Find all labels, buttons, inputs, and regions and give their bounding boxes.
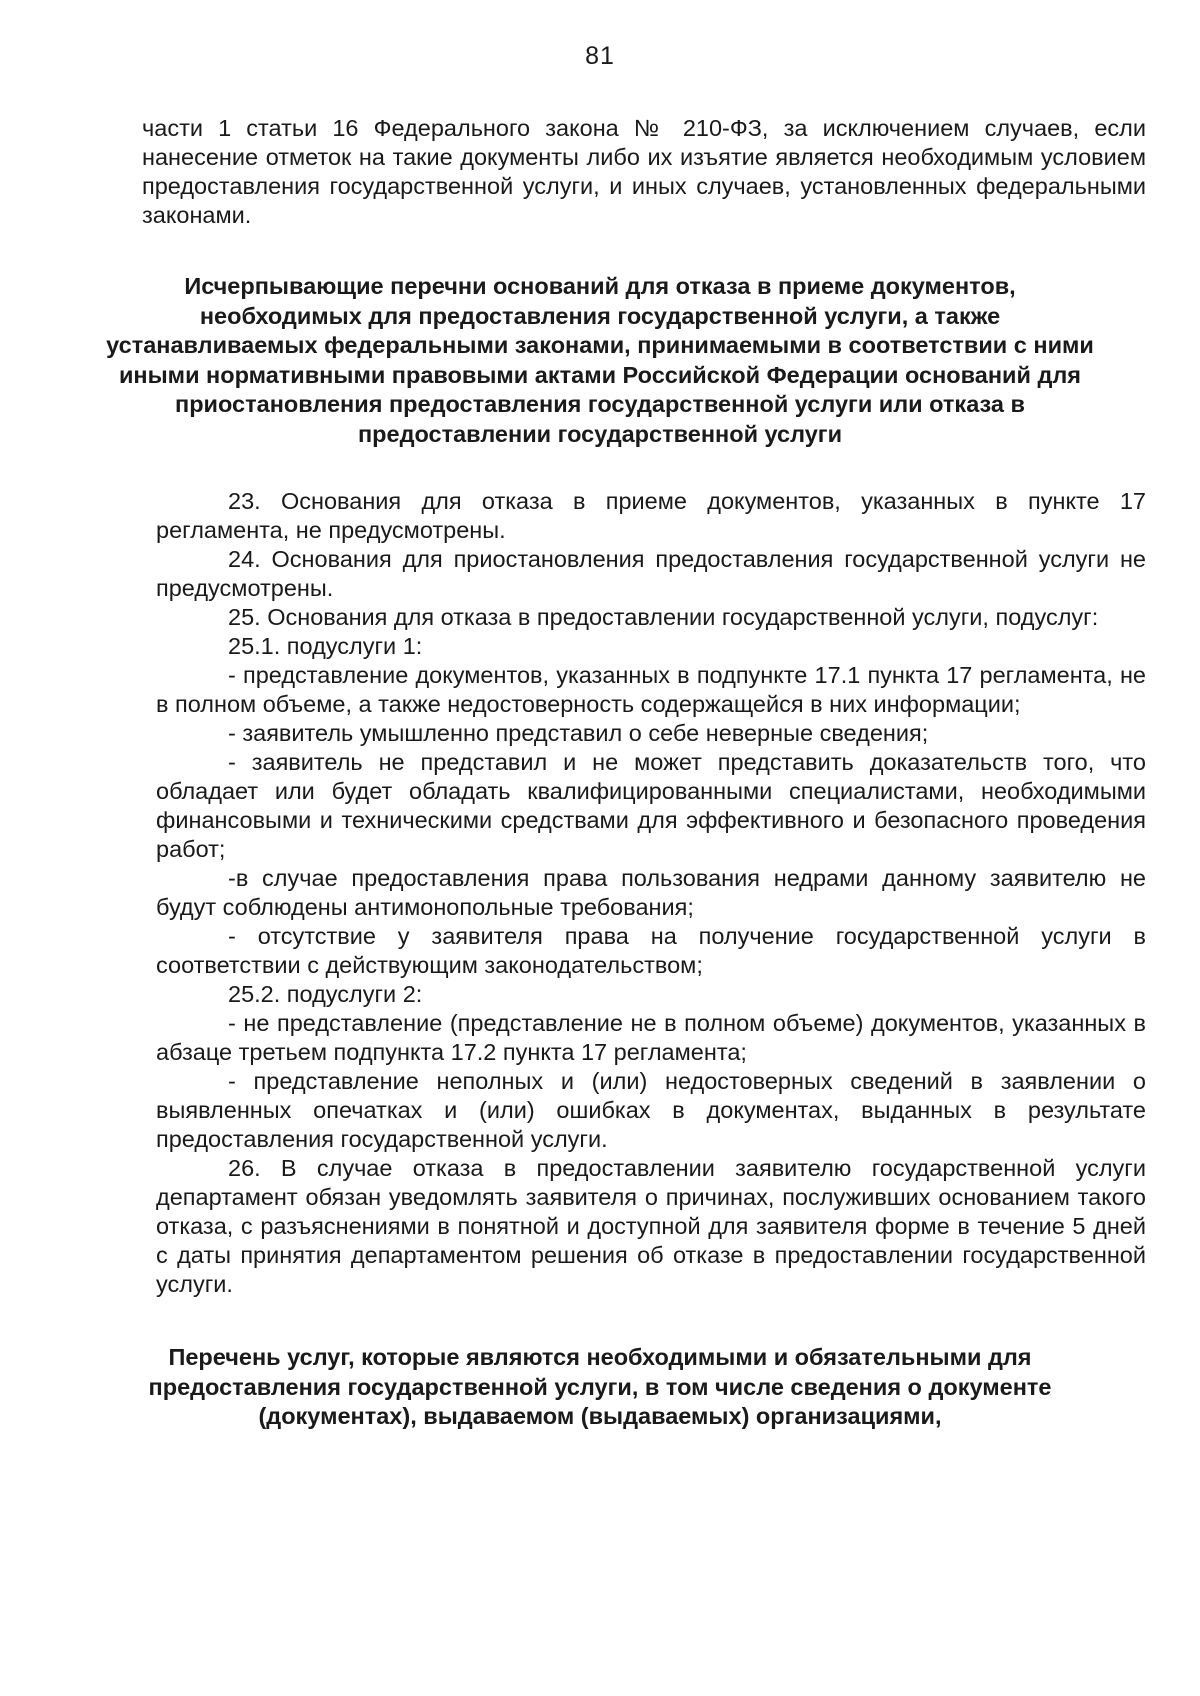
page-content (0, 114, 1200, 1432)
clause-24: 24. Основания для приостановления предоставления государственной услуги не предусмотрены. (156, 546, 1146, 601)
list-item: -в случае предоставления права пользования недрами данному заявителю не будут соблюдены антимонопольные требования; (156, 865, 1146, 920)
clause-23: 23. Основания для отказа в приеме документов, указанных в пункте 17 регламента, не предусмотрены. (156, 488, 1146, 543)
clause-25-1: 25.1. подуслуги 1: (228, 633, 423, 659)
list-item: - заявитель не представил и не может представить доказательств того, что обладает или будет обладать квалифицированными специалистами, необходимыми финансовыми и техническими средствами для эффективного и безопасного проведения работ; (156, 749, 1146, 862)
list-item: - не представление (представление не в полном объеме) документов, указанных в абзаце третьем подпункта 17.2 пункта 17 регламента; (156, 1010, 1146, 1065)
page-number: 81 (585, 42, 615, 70)
section-heading-required-services: Перечень услуг, которые являются необходимыми и обязательными для предоставления государственной услуги, в том числе сведения о документе (документах), выдаваемом (выдаваемых) организациями, (148, 1344, 1052, 1429)
section-heading-grounds-for-refusal: Исчерпывающие перечни оснований для отказа в приеме документов, необходимых для предоставления государственной услуги, а также устанавливаемых федеральными законами, принимаемыми в соответствии с ними иными нормативными правовыми актами Российской Федерации оснований для приостановления предоставления государственной услуги или отказа в предоставлении государственной услуги (106, 273, 1094, 447)
list-item: - представление неполных и (или) недостоверных сведений в заявлении о выявленных опечатках и (или) ошибках в документах, выданных в результате предоставления государственной услуги. (156, 1068, 1146, 1152)
list-item: - представление документов, указанных в подпункте 17.1 пункта 17 регламента, не в полном объеме, а также недостоверность содержащейся в них информации; (156, 662, 1146, 717)
list-item: - отсутствие у заявителя права на получение государственной услуги в соответствии с действующим законодательством; (156, 923, 1146, 978)
clause-25: 25. Основания для отказа в предоставлении государственной услуги, подуслуг: (228, 604, 1099, 630)
clause-26: 26. В случае отказа в предоставлении заявителю государственной услуги департамент обязан уведомлять заявителя о причинах, послуживших основанием такого отказа, с разъяснениями в понятной и доступной для заявителя форме в течение 5 дней с даты принятия департаментом решения об отказе в предоставлении государственной услуги. (156, 1155, 1146, 1297)
intro-paragraph: части 1 статьи 16 Федерального закона № 210-ФЗ, за исключением случаев, если нанесение отметок на такие документы либо их изъятие является необходимым условием предоставления государственной услуги, и иных случаев, установленных федеральными законами. (142, 115, 1146, 228)
list-item: - заявитель умышленно представил о себе неверные сведения; (228, 720, 929, 746)
clause-25-2: 25.2. подуслуги 2: (228, 981, 423, 1007)
section-body (156, 487, 1146, 1299)
